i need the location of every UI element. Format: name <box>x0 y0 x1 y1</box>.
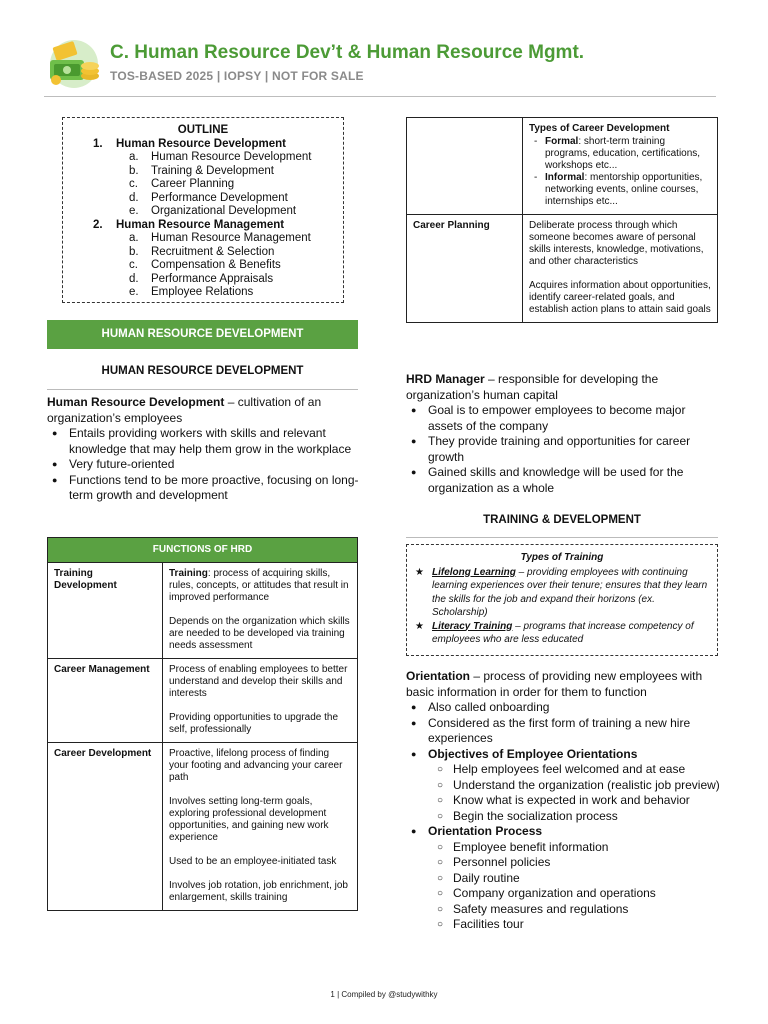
list-item: ○ Begin the socialization process <box>406 809 720 825</box>
hrd-definition <box>47 395 359 426</box>
outline-item <box>73 246 333 260</box>
career-types-title: Types of Career Development <box>529 123 670 134</box>
functions-of-hrd-table <box>47 537 358 911</box>
row-label: Career Development <box>48 743 163 911</box>
outline-number: b. <box>129 164 139 177</box>
row-label <box>407 118 523 215</box>
row-content <box>523 118 718 215</box>
hrd-manager-block <box>406 372 720 496</box>
outline-number: c. <box>129 259 138 271</box>
list-item: ● Gained skills and knowledge will be used for the organization as a whole <box>406 465 720 496</box>
list-item: - Informal: mentorship opportunities, networking events, online courses, internships etc... <box>529 172 711 208</box>
outline-item-label: Recruitment & Selection <box>151 245 275 258</box>
outline-item-label: Compensation & Benefits <box>151 259 281 271</box>
section-heading-hrd: HUMAN RESOURCE DEVELOPMENT <box>101 365 304 377</box>
outline-item-label: Human Resource Management <box>151 232 311 244</box>
outline-item-label: Organizational Development <box>151 205 297 217</box>
outline-list <box>73 138 333 300</box>
career-table <box>406 117 718 323</box>
outline-number: 1. <box>93 137 103 150</box>
money-stack-icon <box>44 36 104 88</box>
list-item: ★ Literacy Training – programs that increase competency of employees who are less educated <box>415 620 709 647</box>
outline-item-label: Career Planning <box>151 178 235 190</box>
outline-item <box>73 205 333 219</box>
section-bar-hrd: HUMAN RESOURCE DEVELOPMENT <box>47 320 358 349</box>
list-item: ● Very future-oriented <box>47 457 359 473</box>
list-item: ○ Safety measures and regulations <box>406 902 720 918</box>
row-content <box>523 215 718 323</box>
list-item: ○ Employee benefit information <box>406 840 720 856</box>
list-item: - Formal: short-term training programs, education, certifications, workshops etc... <box>529 136 711 172</box>
table-row <box>48 563 358 659</box>
section-divider <box>406 537 718 538</box>
row-content <box>163 743 358 911</box>
hrd-definition-block <box>47 395 359 504</box>
outline-section-label: Human Resource Development <box>116 137 286 150</box>
list-item: ○ Facilities tour <box>406 917 720 933</box>
section-heading-training: TRAINING & DEVELOPMENT <box>483 514 641 526</box>
outline-number: e. <box>129 286 139 298</box>
outline-section-label: Human Resource Management <box>116 218 285 231</box>
row-paragraph: Acquires information about opportunities, identify career-related goals, and establish action plans to attain said goals <box>529 280 711 315</box>
outline-item-label: Performance Development <box>151 191 288 204</box>
outline-box <box>62 117 344 303</box>
outline-number: a. <box>129 151 139 163</box>
hrd-term: Human Resource Development <box>47 395 225 409</box>
list-item: ○ Help employees feel welcomed and at ease <box>406 762 720 778</box>
outline-section <box>73 219 333 233</box>
outline-title: OUTLINE <box>177 124 229 136</box>
outline-item-label: Performance Appraisals <box>151 272 274 285</box>
list-item: ● Also called onboarding <box>406 700 720 716</box>
outline-number: 2. <box>93 218 103 231</box>
outline-item-label: Employee Relations <box>151 286 254 298</box>
table-row <box>48 659 358 743</box>
page-title: C. Human Resource Dev’t & Human Resource Mgmt. <box>110 42 585 63</box>
list-item: ○ Personnel policies <box>406 855 720 871</box>
row-label: Career Planning <box>407 215 523 323</box>
types-of-training-title: Types of Training <box>520 552 604 563</box>
list-item: ○ Company organization and operations <box>406 886 720 902</box>
list-item: ○ Daily routine <box>406 871 720 887</box>
orientation-block <box>406 669 720 933</box>
row-paragraph: Used to be an employee-initiated task <box>169 856 337 867</box>
list-item: ★ Lifelong Learning – providing employees with continuing learning experiences over their tenure; ensures that they learn the skills for the job and expand their horizons (ex. Scholarship) <box>415 566 709 620</box>
functions-table-header: FUNCTIONS OF HRD <box>48 538 358 563</box>
row-paragraph: Deliberate process through which someone becomes aware of personal skills interests, knowledge, motivations, and other characteristics <box>529 220 704 267</box>
table-row <box>407 215 718 323</box>
outline-item <box>73 165 333 179</box>
process-heading: ● Orientation Process <box>406 824 720 840</box>
list-item: ○ Know what is expected in work and behavior <box>406 793 720 809</box>
outline-item-label: Training & Development <box>151 164 274 177</box>
outline-item-label: Human Resource Development <box>151 151 312 163</box>
row-paragraph: Involves job rotation, job enrichment, job enlargement, skills training <box>169 880 348 903</box>
outline-item <box>73 151 333 165</box>
row-content <box>163 563 358 659</box>
outline-number: d. <box>129 272 139 285</box>
outline-item <box>73 178 333 192</box>
table-row <box>48 743 358 911</box>
page-footer: 1 | Compiled by @studywithky <box>330 990 438 999</box>
outline-number: d. <box>129 191 139 204</box>
outline-number: e. <box>129 205 139 217</box>
section-divider <box>47 389 358 390</box>
hrd-manager-term: HRD Manager <box>406 372 485 386</box>
outline-number: c. <box>129 178 138 190</box>
page-header <box>44 36 724 96</box>
outline-item <box>73 259 333 273</box>
row-paragraph: Providing opportunities to upgrade the self, professionally <box>169 712 339 735</box>
types-of-training-box <box>406 544 718 656</box>
row-term: Training <box>169 568 208 579</box>
objectives-heading: ● Objectives of Employee Orientations <box>406 747 720 763</box>
row-paragraph: Training: process of acquiring skills, rules, concepts, or attitudes that result in improved performance <box>169 568 349 603</box>
outline-number: b. <box>129 245 139 258</box>
row-paragraph: Involves setting long-term goals, exploring professional development opportunities, and gaining new work experience <box>169 796 329 843</box>
row-paragraph: Depends on the organization which skills are needed to be developed via training needs assessment <box>169 616 350 651</box>
list-item: ● They provide training and opportunities for career growth <box>406 434 720 465</box>
list-item: ● Functions tend to be more proactive, focusing on long-term growth and development <box>47 473 359 504</box>
row-content <box>163 659 358 743</box>
list-item: ○ Understand the organization (realistic job preview) <box>406 778 720 794</box>
header-divider <box>44 96 716 97</box>
outline-item <box>73 273 333 287</box>
list-item: ● Considered as the first form of training a new hire experiences <box>406 716 720 747</box>
orientation-definition: Orientation – process of providing new employees with basic information in order for them to function <box>406 669 703 699</box>
outline-item <box>73 286 333 300</box>
orientation-term: Orientation <box>406 669 471 683</box>
row-label: Training Development <box>48 563 163 659</box>
outline-item <box>73 232 333 246</box>
list-item: ● Goal is to empower employees to become major assets of the company <box>406 403 720 434</box>
row-label: Career Management <box>48 659 163 743</box>
row-paragraph: Process of enabling employees to better understand and develop their skills and interests <box>169 664 348 699</box>
table-row <box>407 118 718 215</box>
hrd-definition-text: – cultivation of an organization’s employees <box>47 395 322 425</box>
hrd-manager-definition: HRD Manager – responsible for developing the organization’s human capital <box>406 372 659 402</box>
outline-section <box>73 138 333 152</box>
row-paragraph: Proactive, lifelong process of finding your footing and advancing your career path <box>169 748 343 783</box>
outline-item <box>73 192 333 206</box>
page-subtitle: TOS-BASED 2025 | IOPSY | NOT FOR SALE <box>110 69 364 83</box>
list-item: ● Entails providing workers with skills and relevant knowledge that may help them grow in the workplace <box>47 426 359 457</box>
outline-number: a. <box>129 232 139 244</box>
